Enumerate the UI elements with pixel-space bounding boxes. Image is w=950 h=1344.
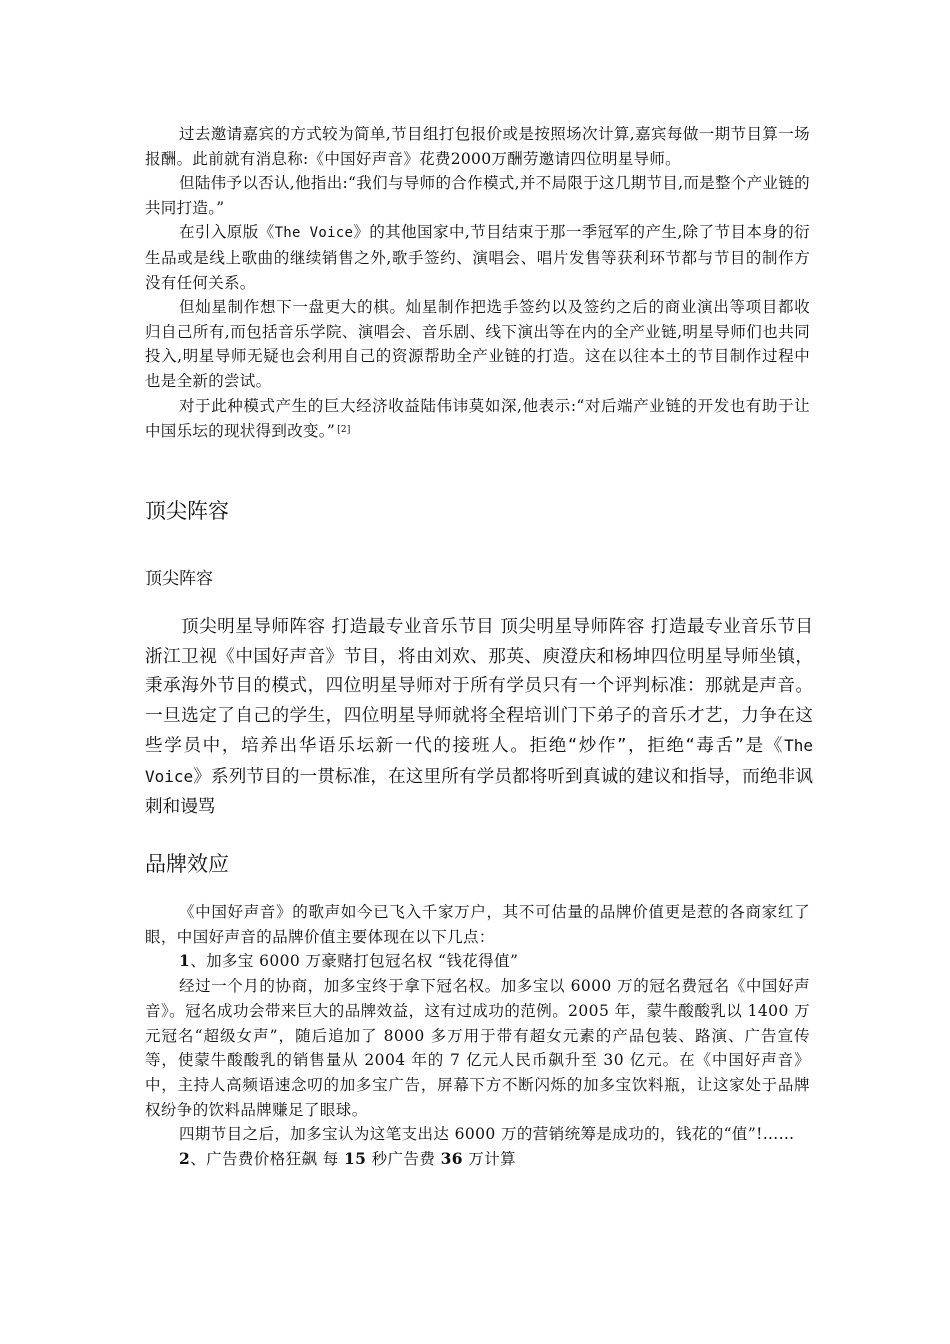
paragraph: 但灿星制作想下一盘更大的棋。灿星制作把选手签约以及签约之后的商业演出等项目都收归自己所有,而包括音乐学院、演唱会、音乐剧、线下演出等在内的全产业链,明星导师们也共同投入,明星导师无疑也会利用自己的资源帮助全产业链的打造。这在以往本土的节目制作过程中也是全新的尝试。	[145, 298, 810, 390]
subsection-heading: 顶尖阵容	[145, 569, 213, 589]
paragraph: 过去邀请嘉宾的方式较为简单,节目组打包报价或是按照场次计算,嘉宾每做一期节目算一场报酬。此前就有消息称:《中国好声音》花费2000万酬劳邀请四位明星导师。	[145, 125, 810, 168]
list-item	[145, 1147, 810, 1172]
item-number: 1	[179, 951, 191, 971]
paragraph	[145, 220, 810, 295]
text-run: 》系列节目的一贯标准，在这里所有学员都将听到真诚的建议和指导，而绝非讽刺和谩骂	[145, 766, 813, 817]
paragraph	[145, 613, 813, 822]
paragraph: 但陆伟予以否认,他指出:“我们与导师的合作模式,并不局限于这几期节目,而是整个产业链的共同打造。”	[145, 174, 810, 217]
citation-marker[interactable]: [2]	[337, 425, 351, 436]
number-value: 15	[343, 1149, 367, 1169]
text-run: 对于此种模式产生的巨大经济收益陆伟讳莫如深,他表示:“对后端产业链的开发也有助于让中国乐坛的现状得到改变。”	[145, 396, 810, 441]
item-number: 2	[179, 1149, 191, 1169]
section-lineup	[145, 613, 813, 822]
text-run: 秒广告费	[366, 1150, 441, 1169]
text-run: 、加多宝 6000 万豪赌打包冠名权 “钱花得值”	[190, 952, 519, 971]
paragraph: 《中国好声音》的歌声如今已飞入千家万户，其不可估量的品牌价值更是惹的各商家红了眼，中国好声音的品牌价值主要体现在以下几点：	[145, 903, 810, 946]
section-brand-effect	[145, 900, 810, 1172]
paragraph: 四期节目之后，加多宝认为这笔支出达 6000 万的营销统筹是成功的，钱花的“值”!……	[179, 1125, 795, 1144]
section-program-model	[145, 122, 810, 444]
list-item	[145, 949, 810, 974]
section-heading: 品牌效应	[145, 852, 229, 876]
show-title-latin: The Voice	[145, 736, 813, 786]
text-run: 顶尖明星导师阵容 打造最专业音乐节目 顶尖明星导师阵容 打造最专业音乐节目浙江卫视《中国好声音》节目，将由刘欢、那英、庾澄庆和杨坤四位明星导师坐镇，秉承海外节目的模式，四位明星导师对于所有学员只有一个评判标准：那就是声音。一旦选定了自己的学生，四位明星导师就将全程培训门下弟子的音乐才艺，力争在这些学员中，培养出华语乐坛新一代的接班人。拒绝“炒作”，拒绝“毒舌”是《	[145, 617, 813, 757]
paragraph	[145, 394, 810, 444]
show-title-latin: The Voice	[274, 225, 354, 242]
number-value: 36	[440, 1149, 463, 1169]
text-run: 万计算	[462, 1150, 516, 1169]
paragraph: 经过一个月的协商，加多宝终于拿下冠名权。加多宝以 6000 万的冠名费冠名《中国好声音》。冠名成功会带来巨大的品牌效益，这有过成功的范例。2005 年，蒙牛酸酸乳以 1400 万元冠名“超级女声”，随后追加了 8000 多万用于带有超女元素的产品包装、路演、广告宣传等，使蒙牛酸酸乳的销售量从 2004 年的 7 亿元人民币飙升至 30 亿元。在《中国好声音》中，主持人高频语速念叨的加多宝广告，屏幕下方不断闪烁的加多宝饮料瓶，让这家处于品牌权纷争的饮料品牌赚足了眼球。	[145, 977, 810, 1119]
text-run: 在引入原版《	[179, 223, 275, 242]
text-run: 、广告费价格狂飙 每	[190, 1150, 344, 1169]
section-heading: 顶尖阵容	[145, 499, 229, 523]
text-run: 》的其他国家中,节目结束于那一季冠军的产生,除了节目本身的衍生品或是线上歌曲的继续销售之外,歌手签约、演唱会、唱片发售等获利环节都与节目的制作方没有任何关系。	[145, 223, 810, 292]
